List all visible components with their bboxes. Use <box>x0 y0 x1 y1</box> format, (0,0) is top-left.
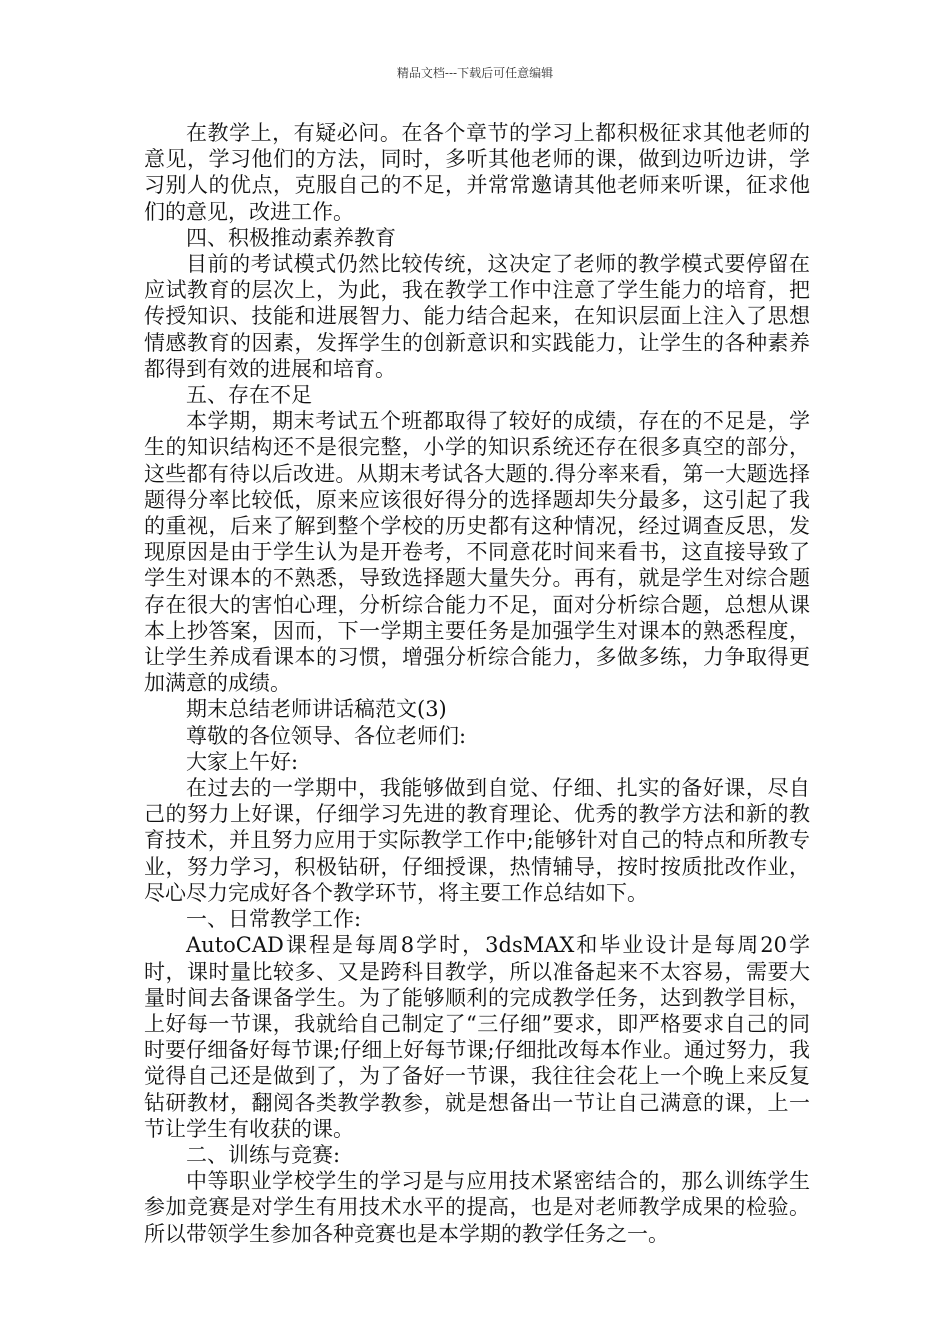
paragraph-training-competition: 中等职业学校学生的学习是与应用技术紧密结合的，那么训练学生参加竞赛是对学生有用技术水平的提高，也是对老师教学成果的检验。所以带领学生参加各种竞赛也是本学期的教学任务之一。 <box>144 1169 810 1246</box>
section-heading-shortcomings: 五、存在不足 <box>186 383 312 408</box>
paragraph-introduction: 在过去的一学期中，我能够做到自觉、仔细、扎实的备好课，尽自己的努力上好课，仔细学习先进的教育理论、优秀的教学方法和新的教育技术，并且努力应用于实际教学工作中;能够针对自己的特点和所教专业，努力学习，积极钻研，仔细授课，热情辅导，按时按质批改作业，尽心尽力完成好各个教学环节，将主要工作总结如下。 <box>144 776 810 905</box>
greeting: 大家上午好: <box>186 749 299 774</box>
section-heading-quality-education: 四、积极推动素养教育 <box>186 225 396 250</box>
paragraph-shortcomings: 本学期，期末考试五个班都取得了较好的成绩，存在的不足是，学生的知识结构还不是很完整，小学的知识系统还存在很多真空的部分，这些都有待以后改进。从期末考试各大题的.得分率来看，第一大题选择题得分率比较低，原来应该很好得分的选择题却失分最多，这引起了我的重视，后来了解到整个学校的历史都有这种情况，经过调查反思，发现原因是由于学生认为是开卷考，不同意花时间来看书，这直接导致了学生对课本的不熟悉，导致选择题大量失分。再有，就是学生对综合题存在很大的害怕心理，分析综合能力不足，面对分析综合题，总想从课本上抄答案，因而，下一学期主要任务是加强学生对课本的熟悉程度，让学生养成看课本的习惯，增强分析综合能力，多做多练，力争取得更加满意的成绩。 <box>144 409 810 696</box>
document-body <box>144 120 810 1247</box>
paragraph-daily-teaching: AutoCAD课程是每周8学时，3dsMAX和毕业设计是每周20学时，课时量比较多、又是跨科目教学，所以准备起来不太容易，需要大量时间去备课备学生。为了能够顺利的完成教学任务，达到教学目标，上好每一节课，我就给自己制定了“三仔细”要求，即严格要求自己的同时要仔细备好每节课;仔细上好每节课;仔细批改每本作业。通过努力，我觉得自己还是做到了，为了备好一节课，我往往会花上一个晚上来反复钻研教材，翻阅各类教学教参，就是想备出一节让自己满意的课，上一节让学生有收获的课。 <box>144 933 810 1141</box>
section-heading-daily-teaching: 一、日常教学工作: <box>186 907 362 932</box>
paragraph-quality-education: 目前的考试模式仍然比较传统，这决定了老师的教学模式要停留在应试教育的层次上，为此，我在教学工作中注意了学生能力的培育，把传授知识、技能和进展智力、能力结合起来，在知识层面上注入了思想情感教育的因素，发挥学生的创新意识和实践能力，让学生的各种素养都得到有效的进展和培育。 <box>144 252 810 381</box>
salutation: 尊敬的各位领导、各位老师们: <box>186 723 467 748</box>
page-header: 精品文档---下载后可任意编辑 <box>396 66 554 80</box>
paragraph-teaching-consultation: 在教学上，有疑必问。在各个章节的学习上都积极征求其他老师的意见，学习他们的方法，同时，多听其他老师的课，做到边听边讲，学习别人的优点，克服自己的不足，并常常邀请其他老师来听课，征求他们的意见，改进工作。 <box>144 121 810 224</box>
section-heading-training-competition: 二、训练与竞赛: <box>186 1142 341 1167</box>
article-title: 期末总结老师讲话稿范文(3) <box>186 697 447 722</box>
